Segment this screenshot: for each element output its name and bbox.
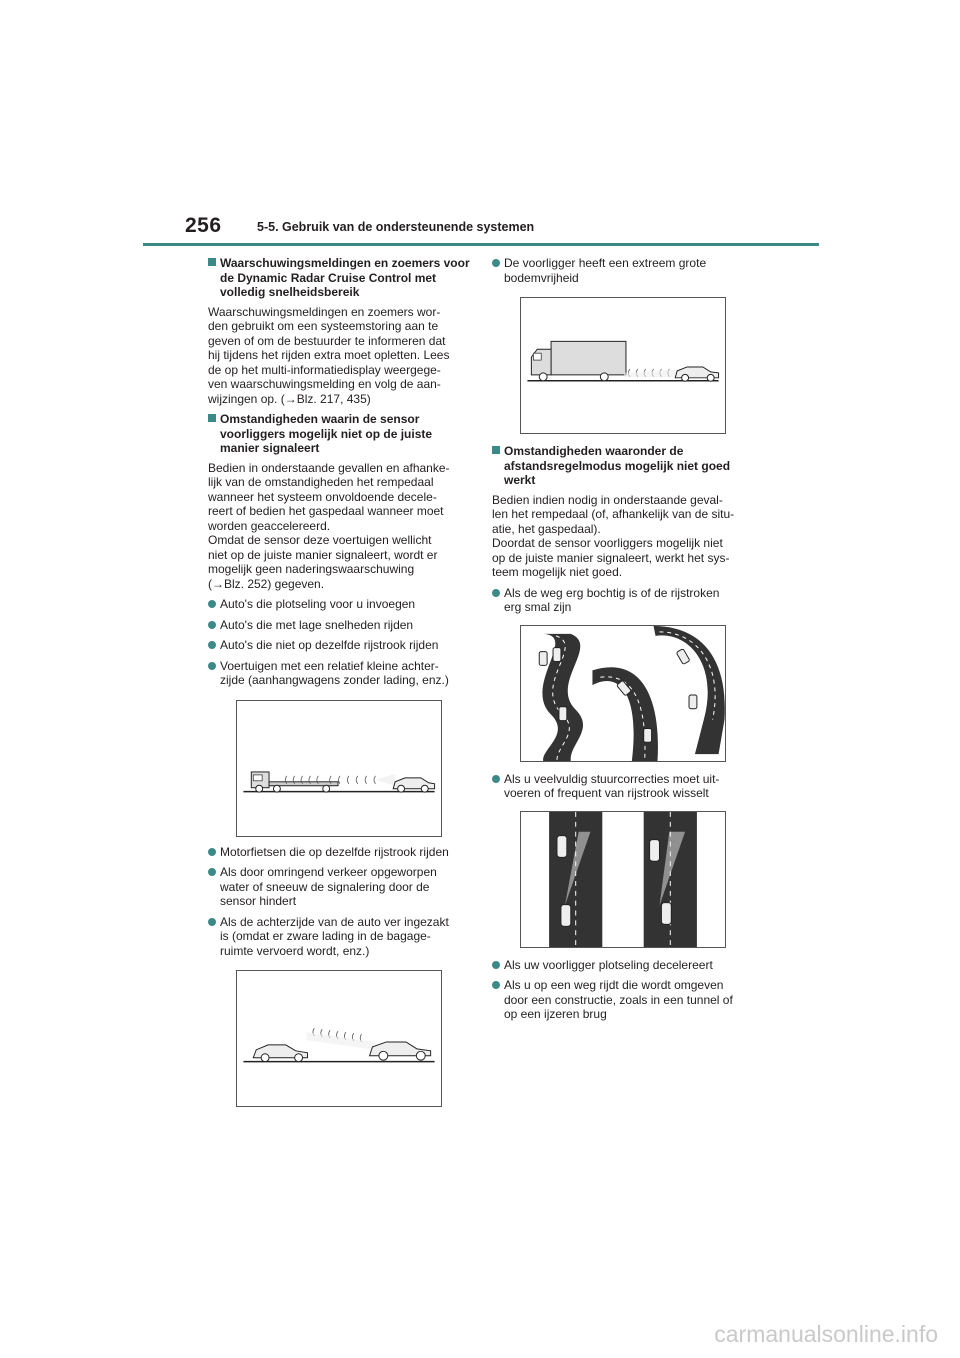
bullet-icon (208, 621, 216, 629)
bullet-icon (492, 589, 500, 597)
bullet-icon (208, 641, 216, 649)
header-rule (143, 243, 819, 246)
bullet-icon (208, 600, 216, 608)
paragraph-warning: Waarschuwingsmeldingen en zoemers wor- den gebruikt om een systeemstoring aan te geven of om de bestuurder te informeren dat hij tijdens het rijden extra moet opletten. Lees de op het multi-informatiedisplay weergege- ven waarschuwingsmelding en volg de aan- wijzingen op. (→Blz. 217, 435) (208, 304, 450, 406)
watermark: carmanualsonline.info (714, 1321, 938, 1347)
bullet-icon (208, 662, 216, 670)
list-item-text: Auto's die niet op dezelfde rijstrook rijden (220, 638, 439, 652)
list-item (492, 958, 754, 973)
list-item (208, 597, 470, 612)
page-number: 256 (185, 214, 222, 237)
heading-distance-mode (492, 444, 754, 488)
list-item (492, 772, 754, 801)
list-item-text: Als u op een weg rijdt die wordt omgeven door een constructie, zoals in een tunnel of op een ijzeren brug (504, 978, 733, 1021)
list-item (492, 256, 754, 285)
list-item-text: Als uw voorligger plotseling decelereert (504, 957, 713, 972)
list-item (208, 659, 470, 688)
figure-trailer-illustration (236, 700, 442, 837)
list-item-text: Auto's die plotseling voor u invoegen (220, 597, 416, 611)
square-bullet-icon (492, 446, 500, 454)
heading-warning-messages (208, 256, 470, 300)
list-item-text: Motorfietsen die op dezelfde rijstrook rijden (220, 844, 449, 859)
curvy-road-illustration (521, 626, 725, 761)
right-column (492, 256, 754, 1028)
list-item-text: Als door omringend verkeer opgeworpen water of sneeuw de signalering door de sensor hindert (220, 865, 437, 908)
bullet-icon (492, 961, 500, 969)
heading-sensor-conditions (208, 412, 470, 456)
trailer-illustration (237, 701, 441, 836)
list-item-text: Voertuigen met een relatief kleine achter- zijde (aanhangwagens zonder lading, enz.) (220, 658, 449, 687)
section-title: 5-5. Gebruik van de ondersteunende systemen (257, 220, 535, 234)
lane-change-illustration (521, 812, 725, 947)
list-item (208, 865, 470, 909)
paragraph-distance-mode: Bedien indien nodig in onderstaande geval- len het rempedaal (of, afhankelijk van de situ- atie, het gaspedaal). Doordat de sensor voorliggers mogelijk niet op de juiste manier signaleert, werkt het sys- teem mogelijk niet goed. (492, 492, 735, 579)
list-item (208, 915, 470, 959)
sagging-car-illustration (237, 971, 441, 1106)
list-item-text: Als de weg erg bochtig is of de rijstroken erg smal zijn (504, 585, 720, 614)
square-bullet-icon (208, 414, 216, 422)
figure-lane-change-illustration (520, 811, 726, 948)
square-bullet-icon (208, 258, 216, 266)
figure-curvy-road-illustration (520, 625, 726, 762)
bullet-icon (208, 918, 216, 926)
list-item (208, 638, 470, 653)
heading-text: Omstandigheden waaronder de afstandsregelmodus mogelijk niet goed werkt (504, 444, 731, 487)
heading-text: Waarschuwingsmeldingen en zoemers voor de Dynamic Radar Cruise Control met volledig snelheidsbereik (220, 256, 470, 299)
bullet-icon (492, 981, 500, 989)
figure-truck-illustration (520, 297, 726, 434)
list-item (492, 586, 754, 615)
bullet-icon (492, 259, 500, 267)
left-column (208, 256, 470, 1115)
list-item-text: Auto's die met lage snelheden rijden (220, 617, 414, 632)
list-item (208, 618, 470, 633)
paragraph-sensor: Bedien in onderstaande gevallen en afhanke- lijk van de omstandigheden het rempedaal wanneer het systeem onvoldoende decele- reert of bedien het gaspedaal wanneer moet worden geaccelereerd. Omdat de sensor deze voertuigen wellicht niet op de juiste manier signaleert, wordt er mogelijk geen naderingswaarschuwing (→Blz. 252) gegeven. (208, 460, 450, 591)
bullet-icon (492, 775, 500, 783)
list-item-text: De voorligger heeft een extreem grote bodemvrijheid (504, 256, 707, 285)
figure-sagging-car-illustration (236, 970, 442, 1107)
bullet-icon (208, 868, 216, 876)
list-item (208, 845, 470, 860)
list-item-text: Als de achterzijde van de auto ver ingezakt is (omdat er zware lading in de bagage- ruimte vervoerd wordt, enz.) (220, 914, 449, 958)
list-item (492, 978, 754, 1022)
heading-text: Omstandigheden waarin de sensor voorliggers mogelijk niet op de juiste manier signaleert (220, 412, 433, 455)
list-item-text: Als u veelvuldig stuurcorrecties moet uit- voeren of frequent van rijstrook wisselt (504, 771, 720, 800)
bullet-icon (208, 848, 216, 856)
truck-illustration (521, 298, 725, 433)
